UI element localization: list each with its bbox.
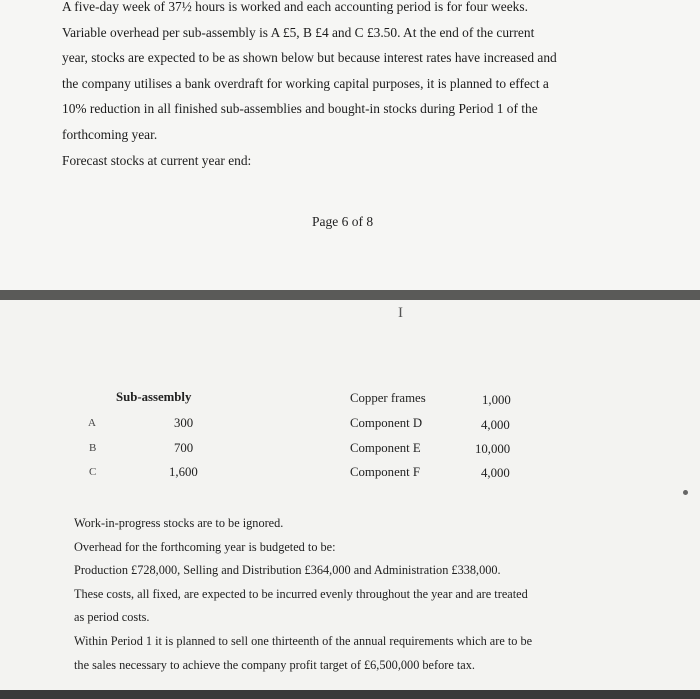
component-value: 10,000 — [475, 442, 511, 456]
component-value: 4,000 — [481, 466, 510, 480]
sub-assembly-label: B — [89, 442, 97, 454]
component-value: 4,000 — [481, 418, 510, 432]
intro-line: Forecast stocks at current year end: — [62, 152, 252, 168]
intro-line: Variable overhead per sub-assembly is A £5, B £4 and C £3.50. At the end of the current — [62, 24, 535, 40]
sub-assembly-header: Sub-assembly — [116, 390, 192, 404]
component-value: 1,000 — [482, 393, 511, 407]
intro-paragraph — [62, 0, 642, 173]
sub-assembly-value: 300 — [174, 416, 194, 430]
notes-paragraph — [74, 512, 634, 677]
bullet-dot — [683, 490, 688, 495]
page-number: Page 6 of 8 — [312, 214, 374, 229]
text-cursor-icon: I — [398, 305, 403, 321]
notes-line: These costs, all fixed, are expected to be incurred evenly throughout the year and are treated — [74, 586, 528, 601]
notes-line: Within Period 1 it is planned to sell one thirteenth of the annual requirements which are to be — [74, 633, 533, 648]
intro-line: forthcoming year. — [62, 126, 158, 142]
notes-line: Production £728,000, Selling and Distribution £364,000 and Administration £338,000. — [74, 563, 501, 578]
notes-line: Work-in-progress stocks are to be ignored. — [74, 516, 284, 530]
notes-line: the sales necessary to achieve the company profit target of £6,500,000 before tax. — [74, 657, 475, 672]
intro-line: 10% reduction in all finished sub-assemblies and bought-in stocks during Period 1 of the — [62, 101, 538, 117]
page-bottom-edge — [0, 690, 700, 699]
sub-assembly-label: A — [88, 417, 96, 429]
notes-line: Overhead for the forthcoming year is budgeted to be: — [74, 539, 336, 554]
sub-assembly-label: C — [89, 466, 97, 478]
notes-line: as period costs. — [74, 610, 150, 625]
intro-line: A five-day week of 37½ hours is worked and each accounting period is for four weeks. — [62, 0, 528, 14]
intro-line: year, stocks are expected to be as shown below but because interest rates have increased and — [62, 50, 557, 66]
component-name: Component D — [350, 416, 423, 430]
intro-line: the company utilises a bank overdraft for working capital purposes, it is planned to effect a — [62, 75, 549, 91]
component-name: Component E — [350, 441, 421, 455]
component-name: Component F — [350, 465, 421, 479]
component-name: Copper frames — [350, 391, 426, 405]
sub-assembly-value: 1,600 — [169, 465, 198, 479]
sub-assembly-value: 700 — [174, 441, 194, 455]
